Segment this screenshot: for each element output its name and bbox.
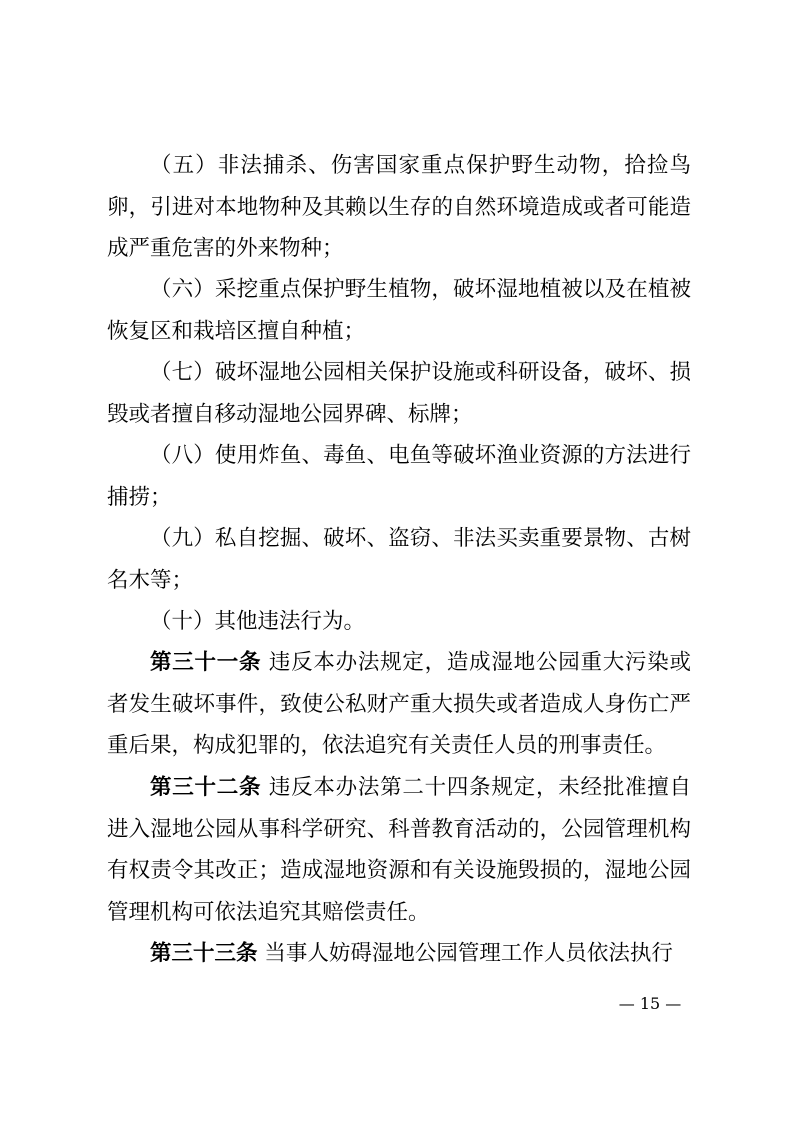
article-text: 当事人妨碍湿地公园管理工作人员依法执行 [264, 941, 673, 966]
spacer [261, 775, 269, 800]
paragraph-text: （十）其他违法行为。 [150, 609, 366, 634]
paragraph-item-8 [107, 435, 691, 518]
paragraph-item-6 [107, 269, 691, 352]
article-number: 第三十一条 [150, 650, 262, 675]
paragraph-text: （九）私自挖掘、破坏、盗窃、非法买卖重要景物、古树名木等； [107, 526, 691, 593]
spacer [261, 650, 269, 675]
paragraph-item-10 [107, 601, 691, 643]
article-text: 违反本办法规定，造成湿地公园重大污染或者发生破坏事件，致使公私财产重大损失或者造成人身伤亡严重后果，构成犯罪的，依法追究有关责任人员的刑事责任。 [107, 650, 691, 758]
article-33 [107, 933, 691, 975]
article-text: 违反本办法第二十四条规定，未经批准擅自进入湿地公园从事科学研究、科普教育活动的，公园管理机构有权责令其改正；造成湿地资源和有关设施毁损的，湿地公园管理机构可依法追究其赔偿责任。 [107, 775, 691, 925]
article-32 [107, 767, 691, 933]
article-number: 第三十二条 [150, 775, 262, 800]
paragraph-text: （八）使用炸鱼、毒鱼、电鱼等破坏渔业资源的方法进行捕捞； [107, 443, 691, 510]
page-number: — 15 — [618, 994, 682, 1013]
paragraph-item-9 [107, 518, 691, 601]
article-number: 第三十三条 [150, 941, 258, 966]
paragraph-item-7 [107, 352, 691, 435]
paragraph-item-5 [107, 145, 691, 270]
article-31 [107, 642, 691, 767]
paragraph-text: （六）采挖重点保护野生植物，破坏湿地植被以及在植被恢复区和栽培区擅自种植； [107, 277, 691, 344]
paragraph-text: （五）非法捕杀、伤害国家重点保护野生动物，拾捡鸟卵，引进对本地物种及其赖以生存的自然环境造成或者可能造成严重危害的外来物种； [107, 153, 691, 261]
paragraph-text: （七）破坏湿地公园相关保护设施或科研设备，破坏、损毁或者擅自移动湿地公园界碑、标牌； [107, 360, 691, 427]
